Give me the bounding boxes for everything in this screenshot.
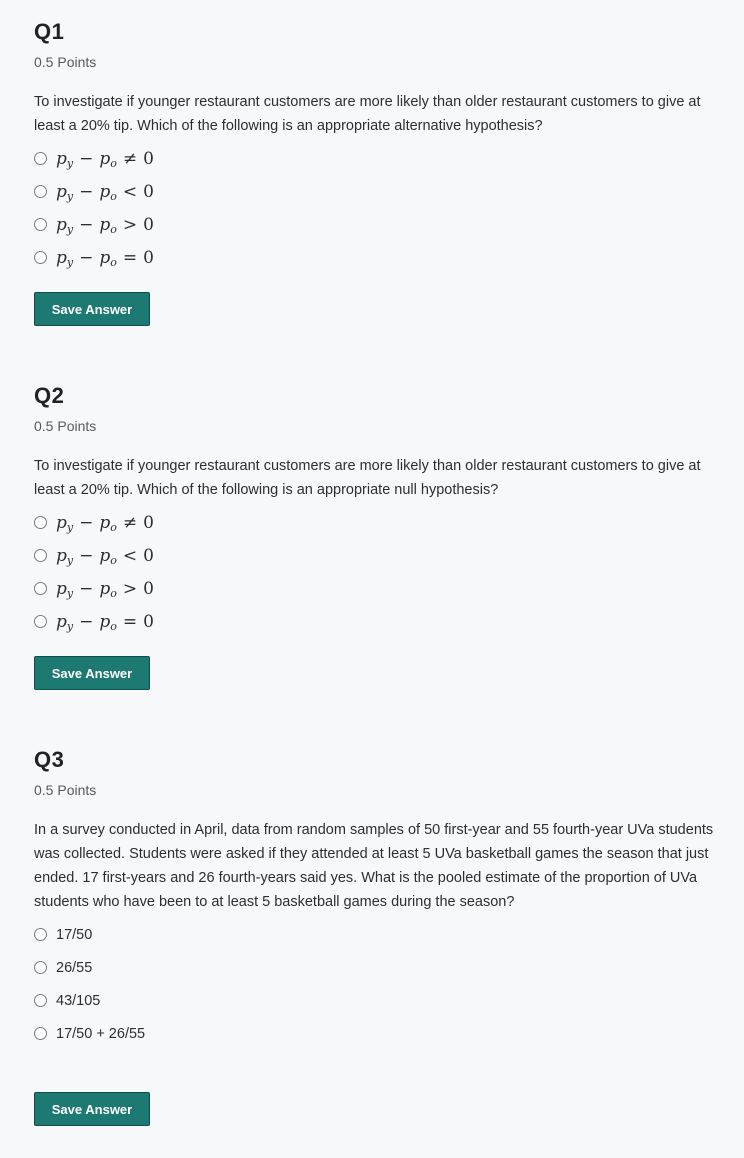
question-title: Q1	[34, 19, 65, 44]
answer-option[interactable]	[34, 539, 714, 572]
question-q1	[34, 20, 714, 274]
radio-button[interactable]	[34, 516, 47, 529]
answer-option[interactable]	[34, 951, 714, 984]
question-text: In a survey conducted in April, data from random samples of 50 first-year and 55 fourth-year UVa students was collected. Students were asked if they attended at least 5 UVa basketball games the season that just ended. 17 first-years and 26 fourth-years said yes. What is the pooled estimate of the proportion of UVa students who have been to at least 5 basketball games during the season?	[34, 822, 714, 910]
option-label: $p_y - p_o = 0$	[56, 247, 154, 269]
question-points: 0.5 Points	[34, 418, 97, 434]
radio-button[interactable]	[34, 549, 47, 562]
answer-option[interactable]	[34, 984, 714, 1017]
radio-button[interactable]	[34, 582, 47, 595]
answer-options	[34, 506, 714, 638]
radio-button[interactable]	[34, 152, 47, 165]
option-label: $p_y - p_o < 0$	[56, 181, 154, 203]
question-q2	[34, 384, 714, 638]
question-q3	[34, 748, 714, 1050]
radio-button[interactable]	[34, 1027, 47, 1040]
save-answer-button-q2[interactable]: Save Answer	[34, 656, 150, 690]
answer-option[interactable]	[34, 175, 714, 208]
answer-options	[34, 918, 714, 1050]
question-title: Q2	[34, 383, 65, 408]
radio-button[interactable]	[34, 615, 47, 628]
answer-options	[34, 142, 714, 274]
radio-button[interactable]	[34, 961, 47, 974]
answer-option[interactable]	[34, 605, 714, 638]
answer-option[interactable]	[34, 572, 714, 605]
answer-option[interactable]	[34, 208, 714, 241]
option-label: $p_y - p_o < 0$	[56, 545, 154, 567]
radio-button[interactable]	[34, 928, 47, 941]
radio-button[interactable]	[34, 994, 47, 1007]
radio-button[interactable]	[34, 251, 47, 264]
answer-option[interactable]	[34, 918, 714, 951]
option-label: $p_y - p_o > 0$	[56, 214, 154, 236]
answer-option[interactable]	[34, 142, 714, 175]
question-text: To investigate if younger restaurant customers are more likely than older restaurant customers to give at least a 20% tip. Which of the following is an appropriate null hypothesis?	[34, 458, 701, 498]
option-label: $p_y - p_o \ne 0$	[56, 512, 154, 534]
option-label: $p_y - p_o > 0$	[56, 578, 154, 600]
option-label: $p_y - p_o = 0$	[56, 611, 154, 633]
option-label: 26/55	[56, 959, 93, 976]
option-label: 43/105	[56, 992, 101, 1009]
question-title: Q3	[34, 747, 65, 772]
option-label: $p_y - p_o \ne 0$	[56, 148, 154, 170]
radio-button[interactable]	[34, 185, 47, 198]
answer-option[interactable]	[34, 1017, 714, 1050]
option-label: 17/50	[56, 926, 93, 943]
radio-button[interactable]	[34, 218, 47, 231]
answer-option[interactable]	[34, 241, 714, 274]
question-text: To investigate if younger restaurant customers are more likely than older restaurant customers to give at least a 20% tip. Which of the following is an appropriate alternative hypothesis?	[34, 94, 701, 134]
option-label: 17/50 + 26/55	[56, 1025, 146, 1042]
save-answer-button-q3[interactable]: Save Answer	[34, 1092, 150, 1126]
question-points: 0.5 Points	[34, 54, 97, 70]
answer-option[interactable]	[34, 506, 714, 539]
save-answer-button-q1[interactable]: Save Answer	[34, 292, 150, 326]
question-points: 0.5 Points	[34, 782, 97, 798]
